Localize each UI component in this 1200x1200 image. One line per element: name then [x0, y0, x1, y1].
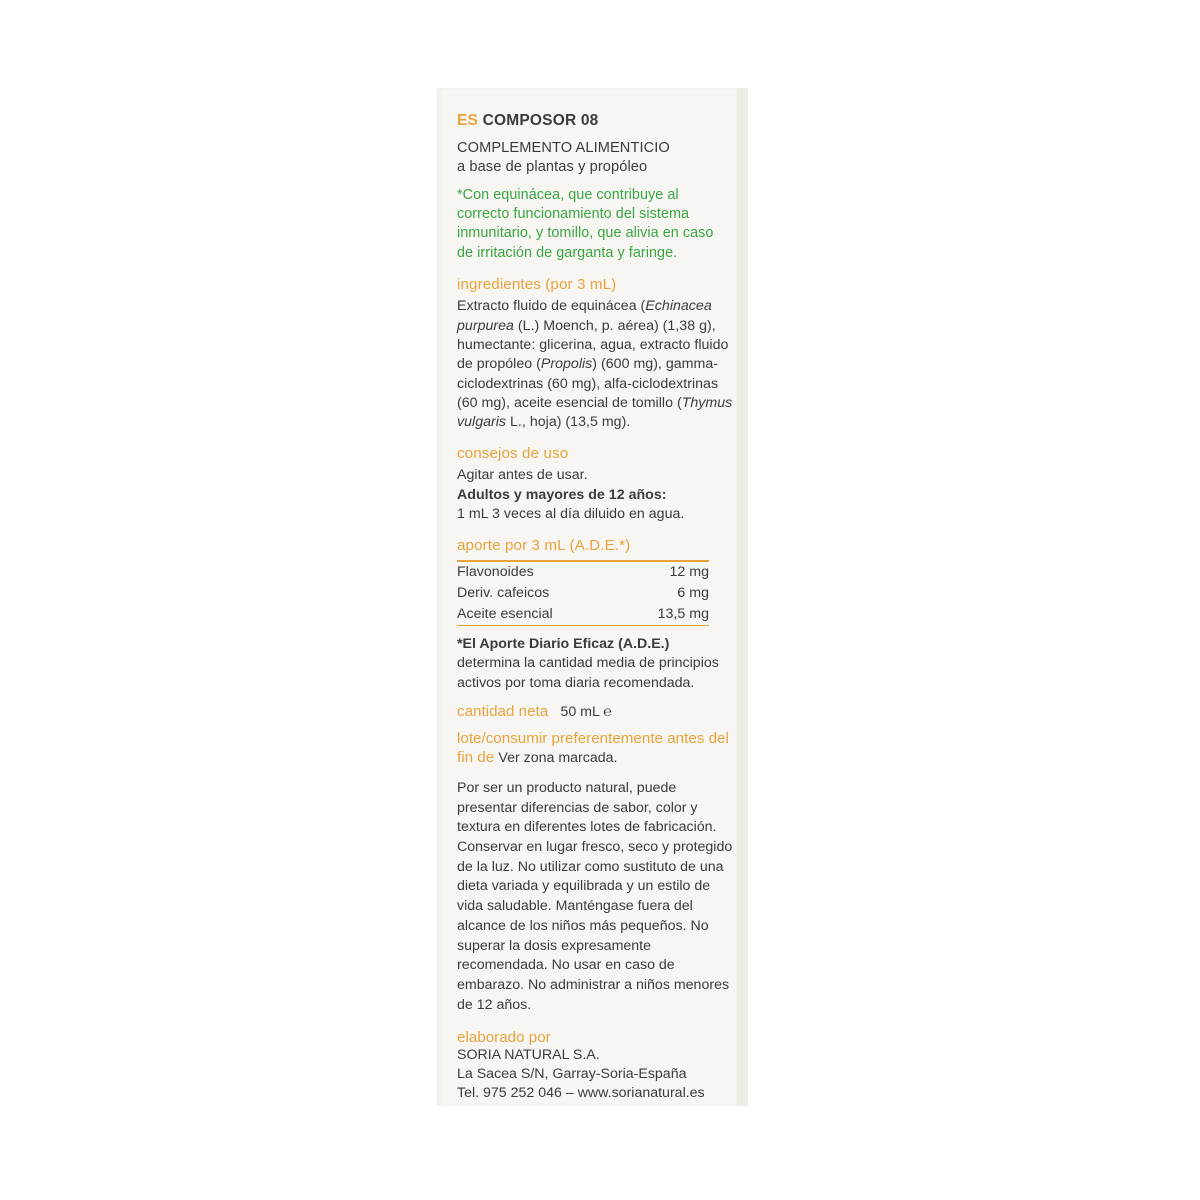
net-quantity-label: cantidad neta [457, 702, 549, 720]
ade-footnote-rest: determina la cantidad media de principios activos por toma diaria recomendada. [457, 655, 719, 691]
ingredient-fragment: ) (600 mg), gamma-ciclodextrinas (60 mg), alfa-ciclodextrinas (60 mg), aceite esencial de tomillo ( [457, 356, 719, 411]
usage-dose: 1 mL 3 veces al día diluido en agua. [457, 506, 685, 523]
subtitle-line-1: COMPLEMENTO ALIMENTICIO [457, 140, 670, 156]
net-quantity [457, 703, 733, 720]
health-claim: *Con equinácea, que contribuye al correcto funcionamiento del sistema inmunitario, y tomillo, que alivia en caso de irritación de garganta y faringe. [457, 186, 714, 261]
net-quantity-value: 50 mL ℮ [560, 703, 612, 720]
product-name: COMPOSOR 08 [482, 112, 599, 129]
box-right-edge [737, 88, 748, 1106]
manufacturer-heading: elaborado por [457, 1028, 551, 1046]
ingredient-fragment: (L.) Moench, p. aérea) (1,38 g), humectante: glicerina, agua, extracto fluido de propóleo ( [457, 317, 729, 373]
botanical-name: Thymus vulgaris [457, 394, 733, 431]
ingredients-text [457, 297, 733, 432]
nutrient-name: Deriv. cafeicos [457, 585, 550, 602]
nutrient-value: 6 mg [677, 585, 709, 602]
table-row [457, 583, 709, 604]
nutrient-value: 13,5 mg [657, 606, 709, 623]
manufacturer-contact: Tel. 975 252 046 – www.sorianatural.es [457, 1084, 705, 1101]
table-bottom-rule [457, 625, 709, 626]
product-title-line [457, 112, 733, 130]
product-subtitle [457, 139, 733, 178]
usage-audience: Adultos y mayores de 12 años: [457, 486, 667, 503]
nutrient-name: Aceite esencial [457, 606, 553, 623]
warning-text: Por ser un producto natural, puede presentar diferencias de sabor, color y textura en diferentes lotes de fabricación. Conservar en lugar fresco, seco y protegido de la luz. No utilizar como sustituto de una dieta variada y equilibrada y un estilo de vida saludable. Manténgase fuera del alcance de los niños más pequeños. No superar la dosis expresamente recomendada. No usar en caso de embarazo. No administrar a niños menores de 12 años. [457, 779, 733, 1013]
nutrition-heading: aporte por 3 mL (A.D.E.*) [457, 537, 631, 555]
lot-label: lote/consumir preferentemente antes del fin de [457, 729, 729, 767]
language-code: ES [457, 112, 479, 129]
table-row [457, 562, 709, 583]
ingredient-fragment: Extracto fluido de equinácea ( [457, 298, 646, 315]
lot-value: Ver zona marcada. [498, 750, 618, 767]
label-content [457, 112, 733, 1103]
subtitle-line-2: a base de plantas y propóleo [457, 159, 648, 176]
nutrient-value: 12 mg [669, 564, 709, 581]
manufacturer-name: SORIA NATURAL S.A. [457, 1046, 600, 1063]
nutrition-table [457, 560, 709, 626]
usage-line-1: Agitar antes de usar. [457, 467, 588, 484]
usage-heading: consejos de uso [457, 445, 569, 463]
manufacturer-address: La Sacea S/N, Garray-Soria-España [457, 1065, 687, 1082]
lot-line [457, 729, 733, 768]
table-row [457, 604, 709, 625]
ingredient-fragment: L., hoja) (13,5 mg). [506, 414, 631, 431]
ade-footnote [457, 635, 733, 693]
botanical-name: Propolis [540, 356, 593, 373]
ade-footnote-lead: *El Aporte Diario Eficaz (A.D.E.) [457, 635, 670, 652]
nutrient-name: Flavonoides [457, 564, 534, 581]
ingredients-heading: ingredientes (por 3 mL) [457, 276, 617, 294]
botanical-name: Echinacea purpurea [457, 298, 712, 334]
